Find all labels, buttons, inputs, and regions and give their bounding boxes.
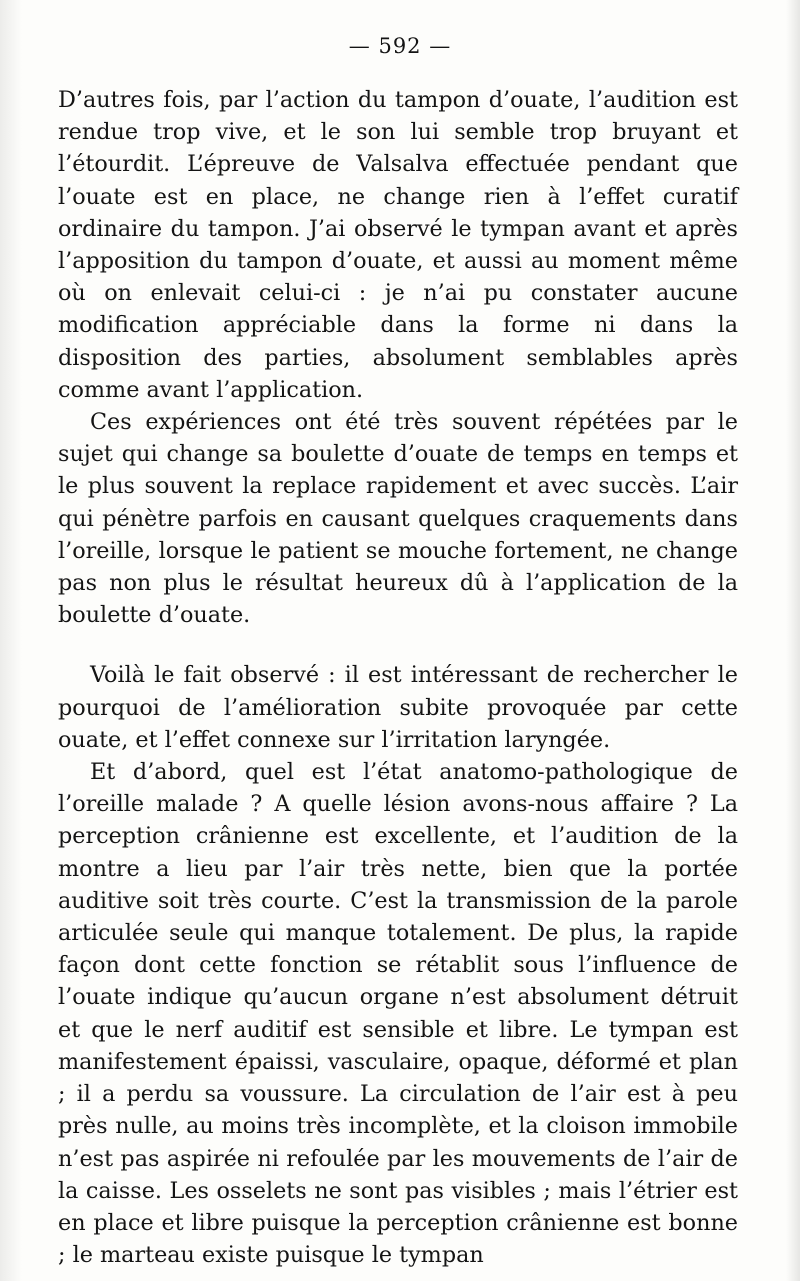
paragraph-3: Voilà le fait observé : il est intéressant de rechercher le pourquoi de l’amélioration subite provoquée par cette ouate, et l’effet connexe sur l’irritation laryngée. bbox=[58, 662, 738, 753]
paragraph-2: Ces expériences ont été très souvent répétées par le sujet qui change sa boulette d’ouate de temps en temps et le plus souvent la replace rapidement et avec succès. L’air qui pénètre parfois en causant quelques craquements dans l’oreille, lorsque le patient se mouche fortement, ne change pas non plus le résultat heureux dû à l’application de la boulette d’ouate. bbox=[58, 409, 738, 629]
body-text bbox=[58, 84, 738, 1271]
page-number: — 592 — bbox=[348, 34, 452, 58]
paragraph-4: Et d’abord, quel est l’état anatomo-pathologique de l’oreille malade ? A quelle lésion avons-nous affaire ? La perception crânienne est excellente, et l’audition de la montre a lieu par l’air très nette, bien que la portée auditive soit très courte. C’est la transmission de la parole articulée seule qui manque totalement. De plus, la rapide façon dont cette fonction se rétablit sous l’influence de l’ouate indique qu’aucun organe n’est absolument détruit et que le nerf auditif est sensible et libre. Le tympan est manifestement épaissi, vasculaire, opaque, déformé et plan ; il a perdu sa voussure. La circulation de l’air est à peu près nulle, au moins très incomplète, et la cloison immobile n’est pas aspirée ni refoulée par les mouvements de l’air de la caisse. Les osselets ne sont pas visibles ; mais l’étrier est en place et libre puisque la perception crânienne est bonne ; le marteau existe puisque le tympan bbox=[58, 759, 738, 1269]
paragraph-1: D’autres fois, par l’action du tampon d’ouate, l’audition est rendue trop vive, et le son lui semble trop bruyant et l’étourdit. L’épreuve de Valsalva effectuée pendant que l’ouate est en place, ne change rien à l’effet curatif ordinaire du tampon. J’ai observé le tympan avant et après l’apposition du tampon d’ouate, et aussi au moment même où on enlevait celui-ci : je n’ai pu constater aucune modification appréciable dans la forme ni dans la disposition des parties, absolument semblables après comme avant l’application. bbox=[58, 87, 738, 403]
